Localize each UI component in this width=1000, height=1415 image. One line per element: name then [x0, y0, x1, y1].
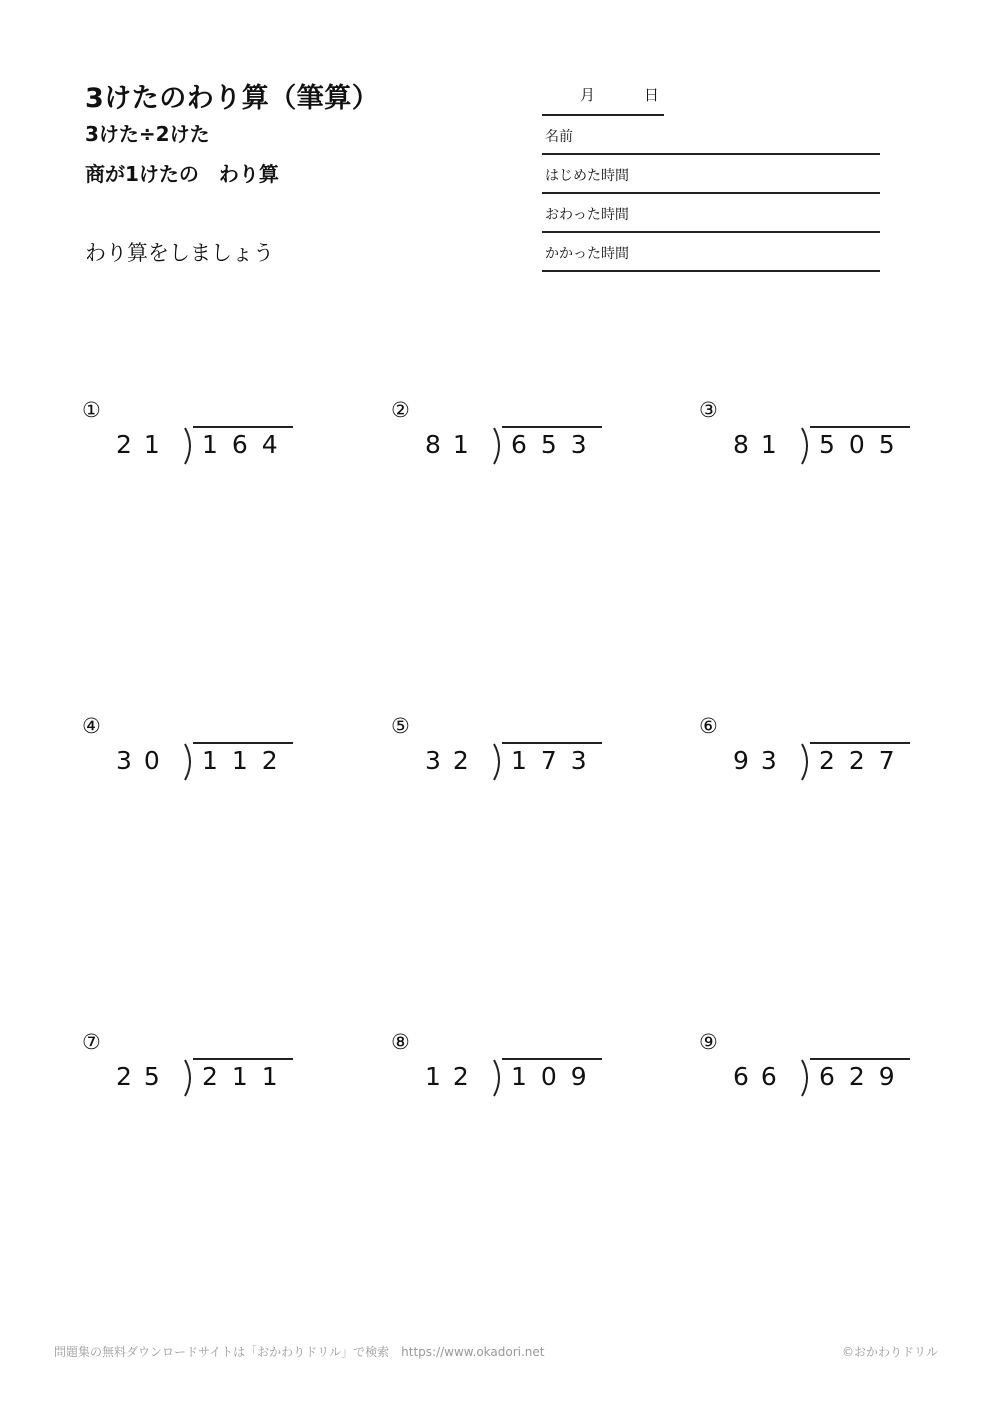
division-bracket-icon	[182, 426, 196, 466]
division-overline	[502, 1058, 602, 1060]
dividend: 629	[819, 1062, 909, 1091]
division-bracket-icon	[799, 426, 813, 466]
duration-field[interactable]	[542, 233, 880, 272]
instruction-text: わり算をしましょう	[85, 241, 274, 265]
divisor: 30	[116, 746, 172, 775]
division-bracket-icon	[491, 742, 505, 782]
problem-3	[699, 398, 939, 468]
dividend: 112	[202, 746, 292, 775]
problem-number: ⑦	[82, 1030, 101, 1054]
subtitle-quotient: 商が1けたの わり算	[85, 162, 279, 186]
division-overline	[810, 742, 910, 744]
divisor: 32	[425, 746, 481, 775]
dividend: 505	[819, 430, 909, 459]
date-field[interactable]	[542, 80, 664, 116]
start-time-field[interactable]	[542, 155, 880, 194]
problem-number: ①	[82, 398, 101, 422]
divisor: 25	[116, 1062, 172, 1091]
division-overline	[502, 742, 602, 744]
division-bracket-icon	[182, 742, 196, 782]
divisor: 93	[733, 746, 789, 775]
end-time-field[interactable]	[542, 194, 880, 233]
division-overline	[193, 742, 293, 744]
problem-2	[391, 398, 631, 468]
division-bracket-icon	[799, 742, 813, 782]
problem-number: ⑨	[699, 1030, 718, 1054]
footer-site-note: 問題集の無料ダウンロードサイトは「おかわりドリル」で検索 https://www.okadori.net	[54, 1345, 545, 1359]
problem-number: ⑥	[699, 714, 718, 738]
problem-number: ⑧	[391, 1030, 410, 1054]
name-label: 名前	[545, 129, 573, 145]
page-title: 3けたのわり算（筆算）	[85, 83, 380, 114]
problem-8	[391, 1030, 631, 1100]
problem-number: ③	[699, 398, 718, 422]
division-overline	[193, 1058, 293, 1060]
footer-copyright: ©おかわりドリル	[841, 1345, 938, 1359]
division-overline	[810, 426, 910, 428]
dividend: 109	[511, 1062, 601, 1091]
day-label: 日	[644, 86, 660, 104]
divisor: 12	[425, 1062, 481, 1091]
problem-number: ⑤	[391, 714, 410, 738]
problem-4	[82, 714, 322, 784]
divisor: 66	[733, 1062, 789, 1091]
divisor: 21	[116, 430, 172, 459]
start-time-label: はじめた時間	[545, 168, 629, 184]
duration-label: かかった時間	[545, 246, 629, 262]
dividend: 173	[511, 746, 601, 775]
division-bracket-icon	[491, 426, 505, 466]
division-bracket-icon	[182, 1058, 196, 1098]
problem-number: ②	[391, 398, 410, 422]
division-bracket-icon	[491, 1058, 505, 1098]
problem-6	[699, 714, 939, 784]
dividend: 211	[202, 1062, 292, 1091]
problem-number: ④	[82, 714, 101, 738]
end-time-label: おわった時間	[545, 207, 629, 223]
problem-5	[391, 714, 631, 784]
dividend: 164	[202, 430, 292, 459]
name-field[interactable]	[542, 116, 880, 155]
problem-7	[82, 1030, 322, 1100]
divisor: 81	[733, 430, 789, 459]
problem-1	[82, 398, 322, 468]
problem-9	[699, 1030, 939, 1100]
divisor: 81	[425, 430, 481, 459]
division-overline	[810, 1058, 910, 1060]
subtitle-digits: 3けた÷2けた	[85, 122, 210, 146]
dividend: 227	[819, 746, 909, 775]
division-overline	[502, 426, 602, 428]
division-bracket-icon	[799, 1058, 813, 1098]
month-label: 月	[580, 86, 596, 104]
division-overline	[193, 426, 293, 428]
dividend: 653	[511, 430, 601, 459]
